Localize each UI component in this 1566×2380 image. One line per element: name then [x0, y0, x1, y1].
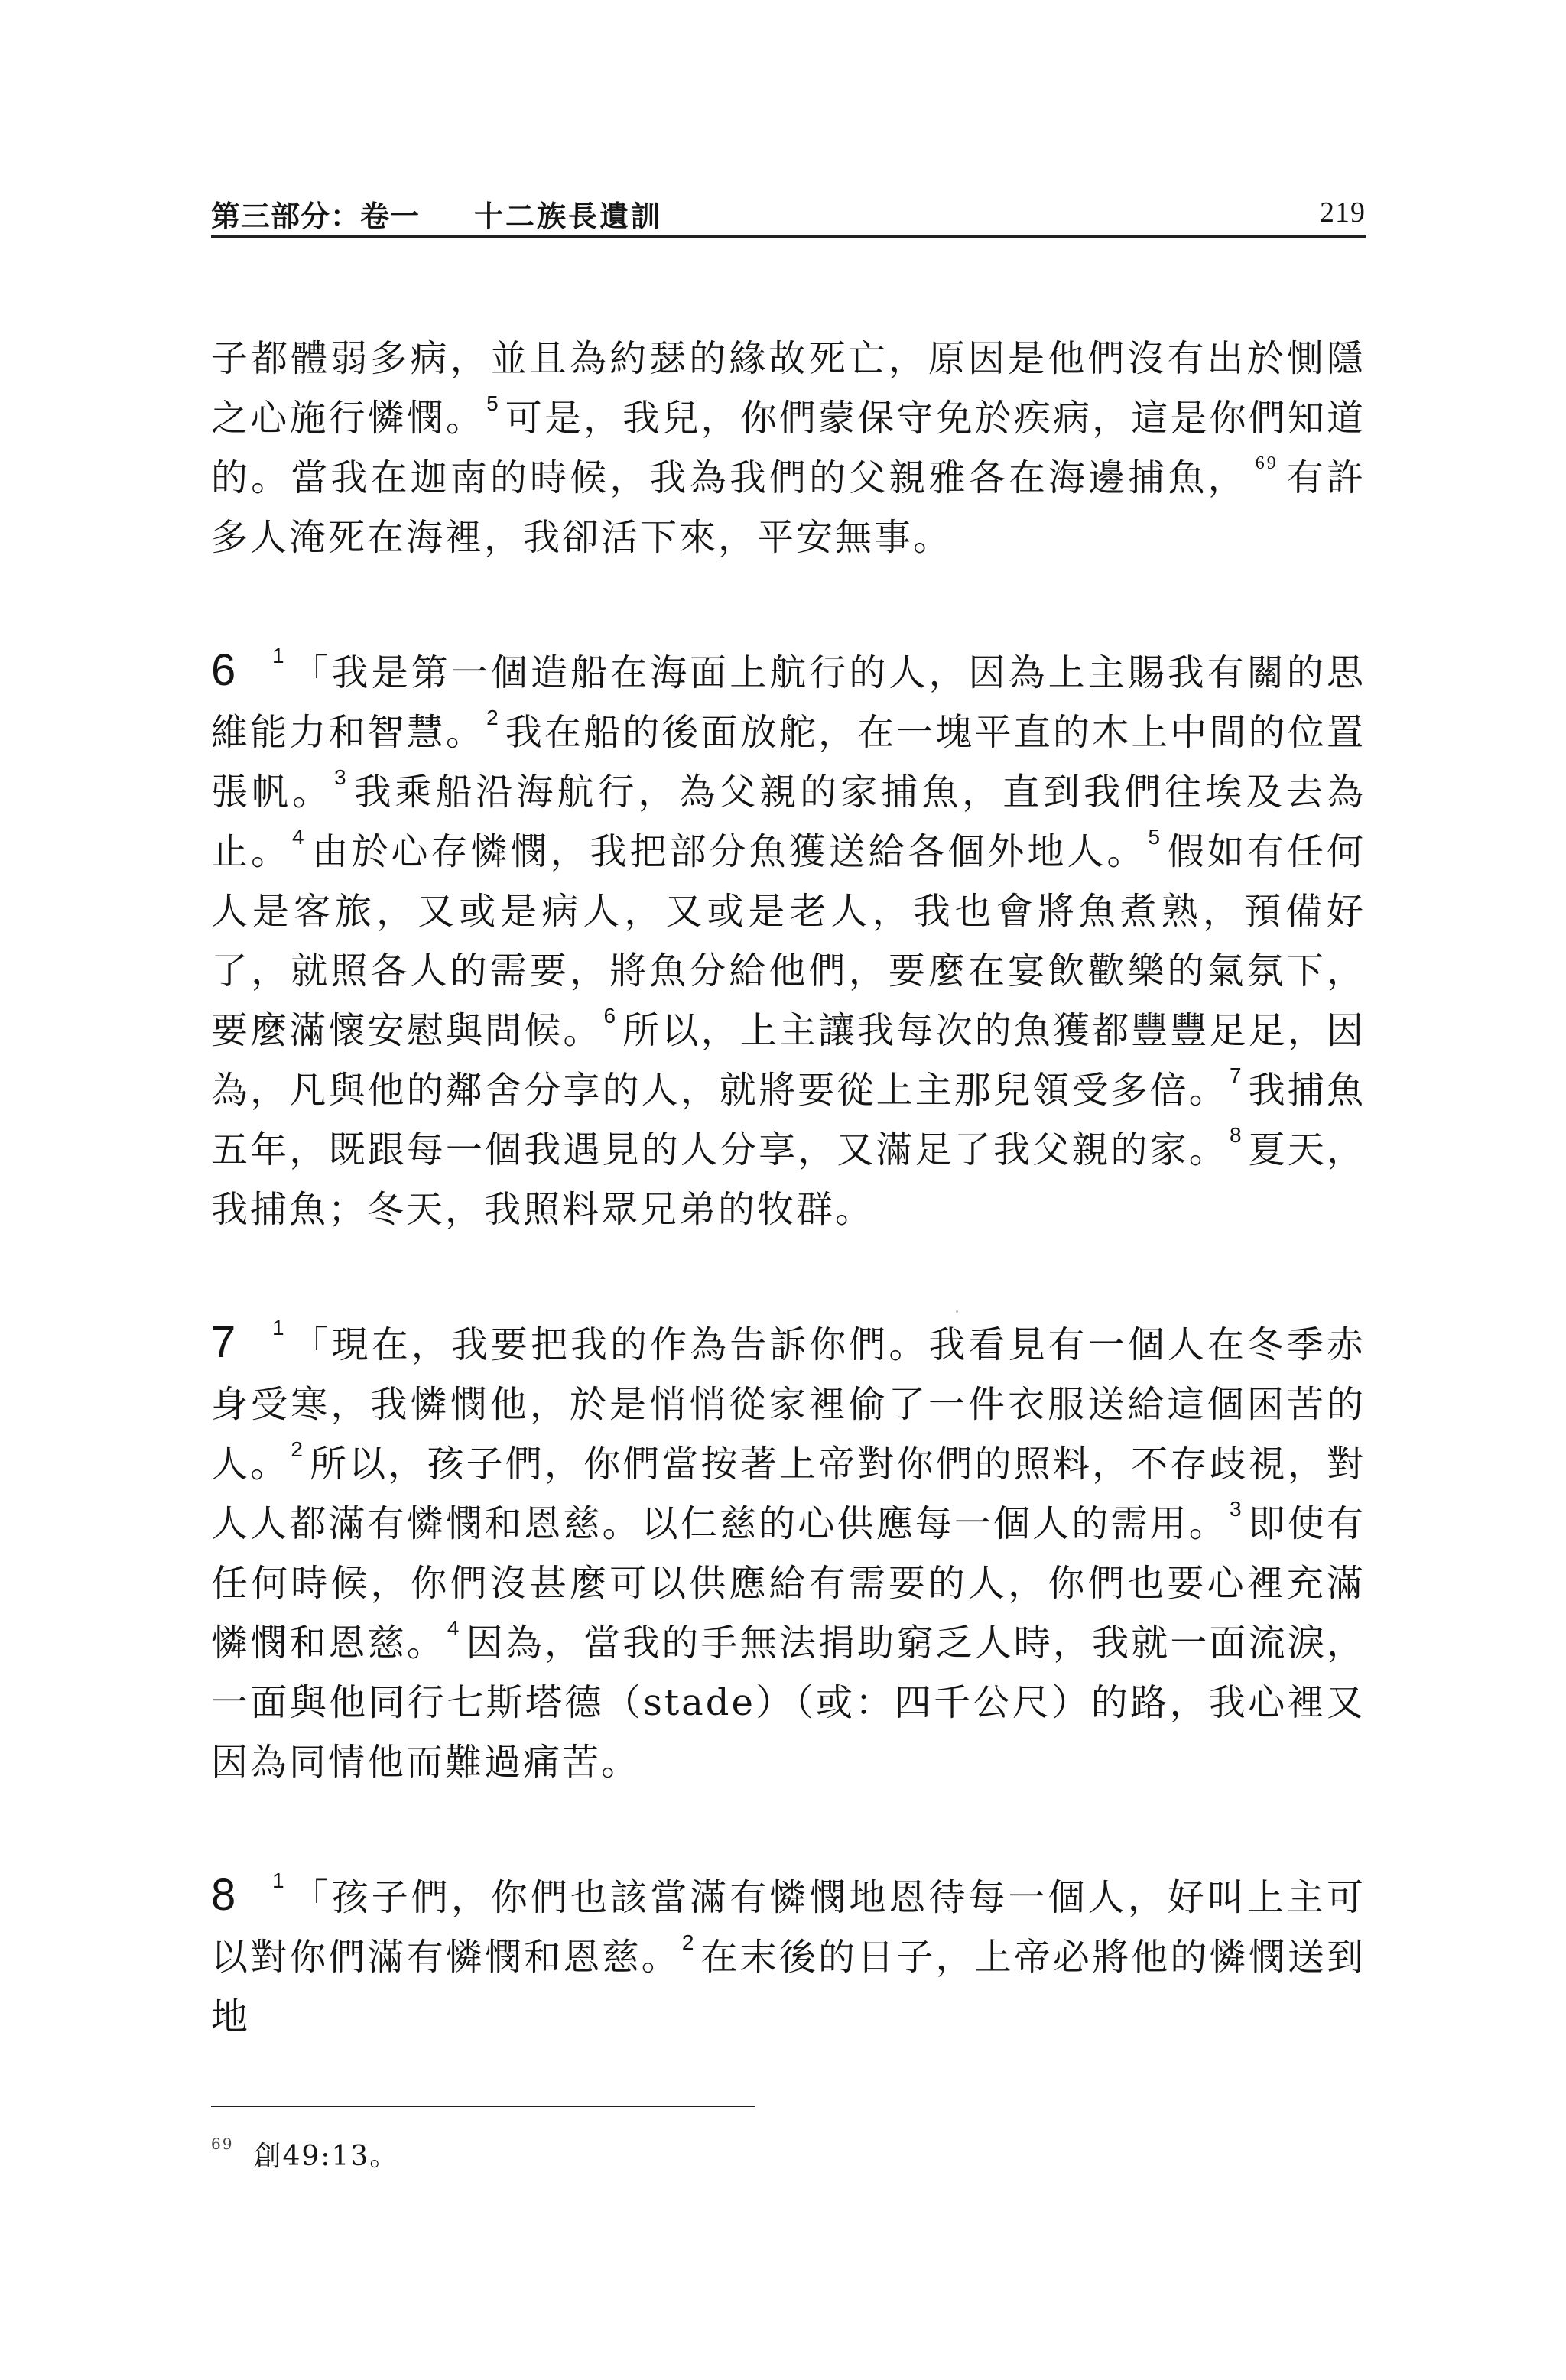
footnote-mark: 69 — [211, 2135, 234, 2153]
scan-speck — [956, 1310, 958, 1313]
header-book-title: 十二族長遺訓 — [474, 200, 663, 233]
verse-number: 3 — [1229, 1497, 1244, 1521]
verse-number: 7 — [1229, 1063, 1244, 1087]
verse-text: 「我是第一個造船在海面上航行的人，因為上主賜我有關的思維能力和智慧。 — [211, 651, 1366, 754]
chapter-8 — [211, 1865, 1366, 2047]
page-number: 219 — [1320, 196, 1366, 229]
footnote-reference[interactable]: 69 — [1255, 453, 1278, 473]
body-text — [211, 329, 1366, 2047]
header-rule — [211, 235, 1366, 238]
paragraph-continuation — [211, 329, 1366, 567]
verse-text: 所以，孩子們，你們當按著上帝對你們的照料，不存歧視，對人人都滿有憐憫和恩慈。以仁慈的心供應每一個人的需用。 — [211, 1443, 1366, 1545]
verse-text: 我乘船沿海航行，為父親的家捕魚，直到我們往埃及去為止。 — [211, 771, 1366, 873]
verse-number: 1 — [272, 1316, 287, 1339]
verse-number: 3 — [333, 765, 349, 789]
chapter-number: 7 — [211, 1317, 239, 1367]
chapter-number: 6 — [211, 645, 239, 695]
chapter-number: 8 — [211, 1870, 239, 1920]
footnote — [211, 2135, 398, 2174]
verse-text: 「現在，我要把我的作為告訴你們。我看見有一個人在冬季赤身受寒，我憐憫他，於是悄悄從家裡偷了一件衣服送給這個困苦的人。 — [211, 1323, 1366, 1485]
verse-text: 我在船的後面放舵，在一塊平直的木上中間的位置張帆。 — [211, 711, 1366, 813]
footnote-text: 創49:13。 — [253, 2141, 399, 2172]
verse-text: 「孩子們，你們也該當滿有憐憫地恩待每一個人，好叫上主可以對你們滿有憐憫和恩慈。 — [211, 1876, 1366, 1979]
verse-number: 4 — [447, 1616, 462, 1640]
verse-text: 假如有任何人是客旅，又或是病人，又或是老人，我也會將魚煮熟，預備好了，就照各人的需要，將魚分給他們，要麼在宴飲歡樂的氣氛下，要麼滿懷安慰與問候。 — [211, 830, 1366, 1052]
header-section-title: 第三部分：卷一 — [211, 200, 421, 233]
chapter-6 — [211, 641, 1366, 1239]
verse-number: 1 — [272, 644, 287, 667]
verse-text: 因為，當我的手無法捐助窮乏人時，我就一面流淚，一面與他同行七斯塔德（stade）（或：四千公尺）的路，我心裡又因為同情他而難過痛苦。 — [211, 1622, 1366, 1784]
verse-text: 可是，我兒，你們蒙保守免於疾病，這是你們知道的。當我在迦南的時候，我為我們的父親雅各在海邊捕魚， — [211, 397, 1366, 499]
running-header — [211, 182, 1366, 237]
verse-text: 由於心存憐憫，我把部分魚獲送給各個外地人。 — [310, 830, 1147, 873]
verse-number: 2 — [486, 706, 501, 729]
verse-number: 1 — [272, 1869, 287, 1892]
verse-text: 有許多人淹死在海裡，我卻活下來，平安無事。 — [211, 456, 1366, 559]
chapter-7 — [211, 1313, 1366, 1792]
verse-number: 5 — [1148, 825, 1163, 849]
verse-number: 8 — [1229, 1123, 1244, 1147]
verse-text: 夏天，我捕魚；冬天，我照料眾兄弟的牧群。 — [211, 1128, 1366, 1231]
verse-text: 在末後的日子，上帝必將他的憐憫送到地 — [211, 1936, 1366, 2038]
verse-text: 子都體弱多病，並且為約瑟的緣故死亡，原因是他們沒有出於惻隱之心施行憐憫。 — [211, 337, 1366, 440]
footnote-rule — [211, 2106, 755, 2107]
verse-number: 2 — [291, 1437, 305, 1461]
verse-number: 5 — [486, 391, 501, 415]
verse-text: 所以，上主讓我每次的魚獲都豐豐足足，因為，凡與他的鄰舍分享的人，就將要從上主那兒領受多倍。 — [211, 1009, 1366, 1112]
verse-text: 我捕魚五年，既跟每一個我遇見的人分享，又滿足了我父親的家。 — [211, 1069, 1366, 1171]
verse-number: 2 — [681, 1930, 697, 1954]
verse-number: 6 — [603, 1004, 619, 1028]
verse-text: 即使有任何時候，你們沒甚麼可以供應給有需要的人，你們也要心裡充滿憐憫和恩慈。 — [211, 1502, 1366, 1664]
verse-number: 4 — [292, 825, 307, 849]
